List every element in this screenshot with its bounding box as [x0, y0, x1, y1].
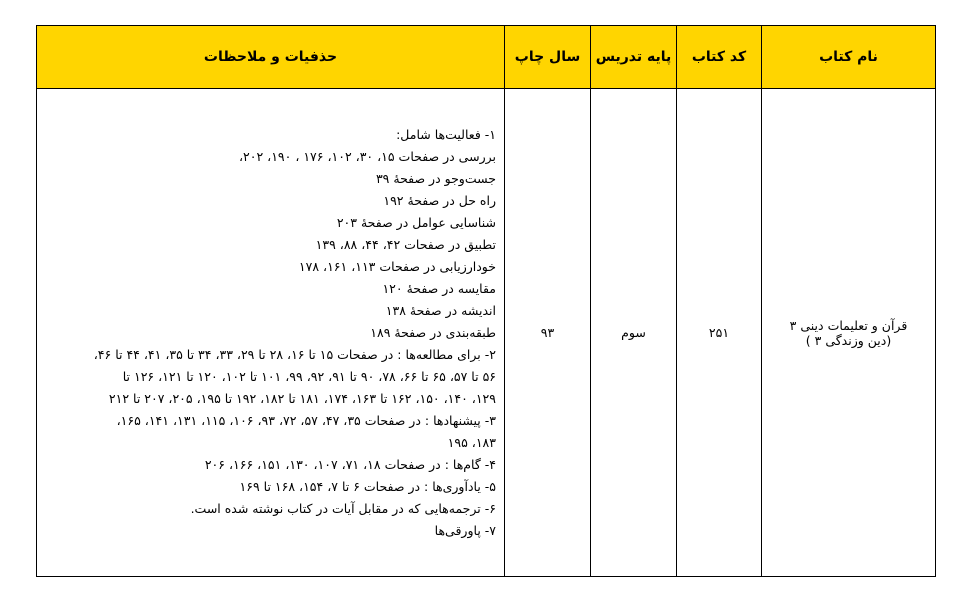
header-book-name: نام کتاب	[762, 26, 936, 89]
cell-book-name	[762, 89, 936, 577]
header-book-code: کد کتاب	[677, 26, 762, 89]
table-row	[37, 89, 936, 577]
note-line: ۱۸۳، ۱۹۵	[447, 434, 496, 450]
note-line: ۳- پیشنهادها : در صفحات ۳۵، ۴۷، ۵۷، ۷۲، ۹۳، ۱۰۶، ۱۱۵، ۱۳۱، ۱۴۱، ۱۶۵،	[116, 412, 496, 428]
note-line: بررسی در صفحات ۱۵، ۳۰، ۱۰۲، ۱۷۶ ، ۱۹۰، ۲۰۲،	[238, 148, 496, 164]
header-grade: پایه تدریس	[591, 26, 677, 89]
book-name-subtitle: (دین وزندگی ۳ )	[805, 332, 892, 348]
note-line: ۱۲۹، ۱۴۰، ۱۵۰، ۱۶۲ تا ۱۶۳، ۱۷۴، ۱۸۱ تا ۱۸۲، ۱۹۲ تا ۱۹۵، ۲۰۵، ۲۰۷ تا ۲۱۲	[108, 390, 496, 406]
note-line: ۱- فعالیت‌ها شامل:	[396, 126, 496, 142]
book-changes-table	[36, 25, 936, 577]
note-line: ۶- ترجمه‌هایی که در مقابل آیات در کتاب نوشته شده است.	[190, 500, 496, 516]
note-line: خودارزیابی در صفحات ۱۱۳، ۱۶۱، ۱۷۸	[298, 258, 496, 274]
note-line: ۷- پاورقی‌ها	[434, 522, 496, 538]
header-notes: حذفیات و ملاحظات	[37, 26, 505, 89]
cell-book-code: ۲۵۱	[677, 89, 762, 577]
table-header-row	[37, 26, 936, 89]
note-line: تطبیق در صفحات ۴۲، ۴۴، ۸۸، ۱۳۹	[315, 236, 496, 252]
book-name-line: قرآن و تعلیمات دینی ۳	[789, 317, 908, 333]
note-line: ۴- گام‌ها : در صفحات ۱۸، ۷۱، ۱۰۷، ۱۳۰، ۱۵۱، ۱۶۶، ۲۰۶	[204, 456, 496, 472]
note-line: راه حل در صفحهٔ ۱۹۲	[383, 192, 496, 208]
note-line: ۵- یادآوری‌ها : در صفحات ۶ تا ۷، ۱۵۴، ۱۶۸ تا ۱۶۹	[239, 478, 496, 494]
header-print-year: سال چاپ	[505, 26, 591, 89]
note-line: جست‌وجو در صفحهٔ ۳۹	[375, 170, 496, 186]
cell-notes	[37, 89, 505, 577]
note-line: مقایسه در صفحهٔ ۱۲۰	[382, 280, 496, 296]
note-line: ۲- برای مطالعه‌ها : در صفحات ۱۵ تا ۱۶، ۲۸ تا ۲۹، ۳۳، ۳۴ تا ۳۵، ۴۱، ۴۴ تا ۴۶،	[93, 346, 496, 362]
cell-grade: سوم	[591, 89, 677, 577]
note-line: ۵۶ تا ۵۷، ۶۵ تا ۶۶، ۷۸، ۹۰ تا ۹۱، ۹۲، ۹۹، ۱۰۱ تا ۱۰۲، ۱۲۰ تا ۱۲۱، ۱۲۶ تا	[122, 368, 496, 384]
note-line: طبقه‌بندی در صفحهٔ ۱۸۹	[370, 324, 496, 340]
note-line: اندیشه در صفحهٔ ۱۳۸	[385, 302, 496, 318]
cell-print-year: ۹۳	[505, 89, 591, 577]
note-line: شناسایی عوامل در صفحهٔ ۲۰۳	[336, 214, 496, 230]
